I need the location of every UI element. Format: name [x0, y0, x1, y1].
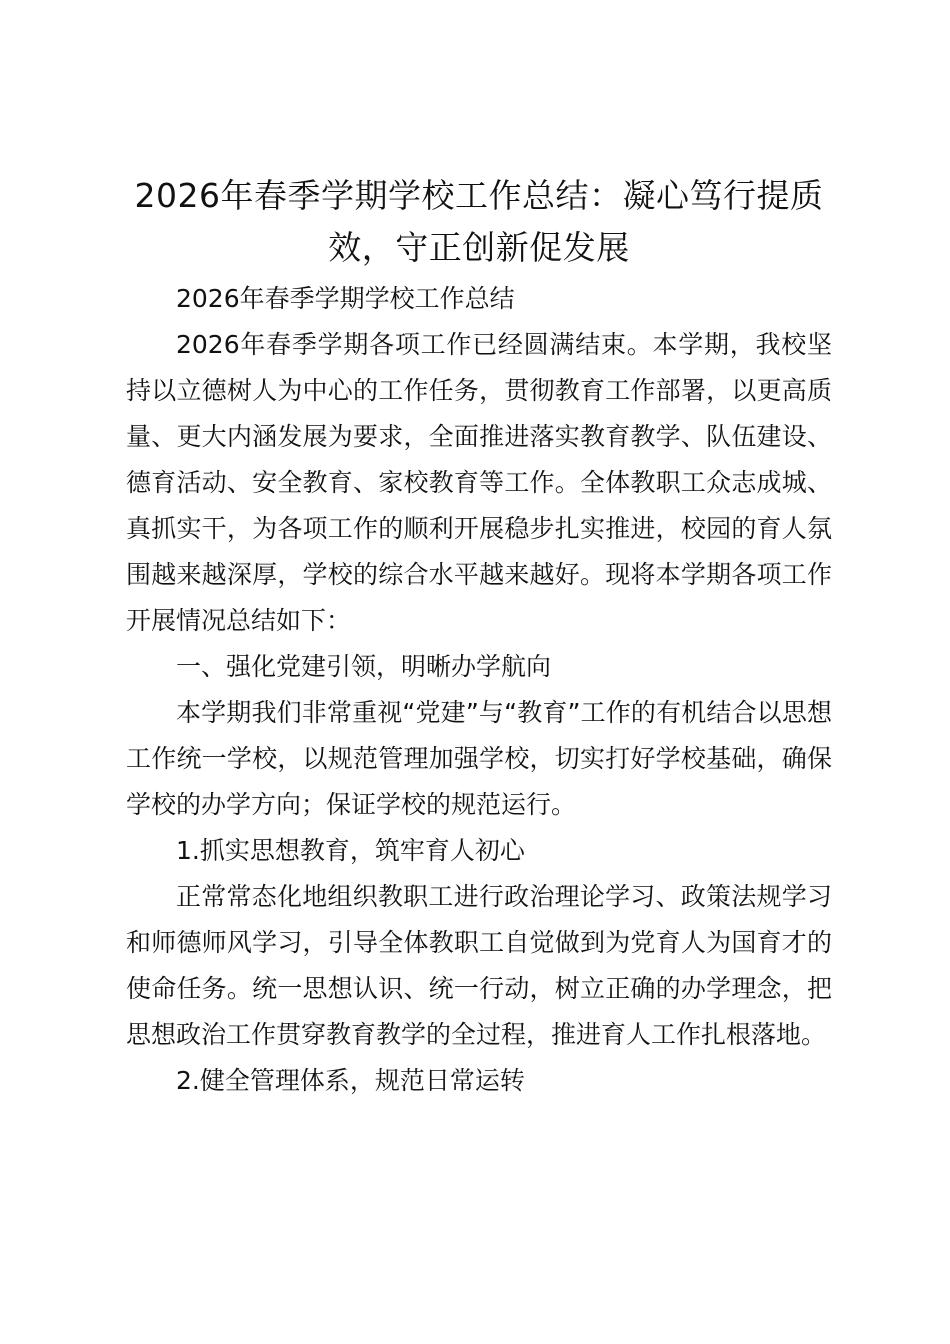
- paragraph-intro: 2026年春季学期各项工作已经圆满结束。本学期，我校坚持以立德树人为中心的工作任务，贯彻教育工作部署，以更高质量、更大内涵发展为要求，全面推进落实教育教学、队伍建设、德育活动、安全教育、家校教育等工作。全体教职工众志成城、真抓实干，为各项工作的顺利开展稳步扎实推进，校园的育人氛围越来越深厚，学校的综合水平越来越好。现将本学期各项工作开展情况总结如下：: [126, 330, 832, 635]
- section-heading-1: 一、强化党建引领，明晰办学航向: [176, 652, 552, 681]
- document-subtitle: 2026年春季学期学校工作总结: [176, 284, 515, 313]
- document-title: 2026年春季学期学校工作总结：凝心笃行提质效，守正创新促发展: [134, 176, 824, 267]
- paragraph-section-1: 本学期我们非常重视“党建”与“教育”工作的有机结合以思想工作统一学校，以规范管理加强学校，切实打好学校基础，确保学校的办学方向；保证学校的规范运行。: [126, 698, 832, 819]
- document-body: [126, 170, 832, 1104]
- subheading-1-1: 1.抓实思想教育，筑牢育人初心: [176, 836, 525, 865]
- subheading-1-2: 2.健全管理体系，规范日常运转: [176, 1066, 525, 1095]
- paragraph-subsection-1-1: 正常常态化地组织教职工进行政治理论学习、政策法规学习和师德师风学习，引导全体教职工自觉做到为党育人为国育才的使命任务。统一思想认识、统一行动，树立正确的办学理念，把思想政治工作贯穿教育教学的全过程，推进育人工作扎根落地。: [126, 882, 832, 1049]
